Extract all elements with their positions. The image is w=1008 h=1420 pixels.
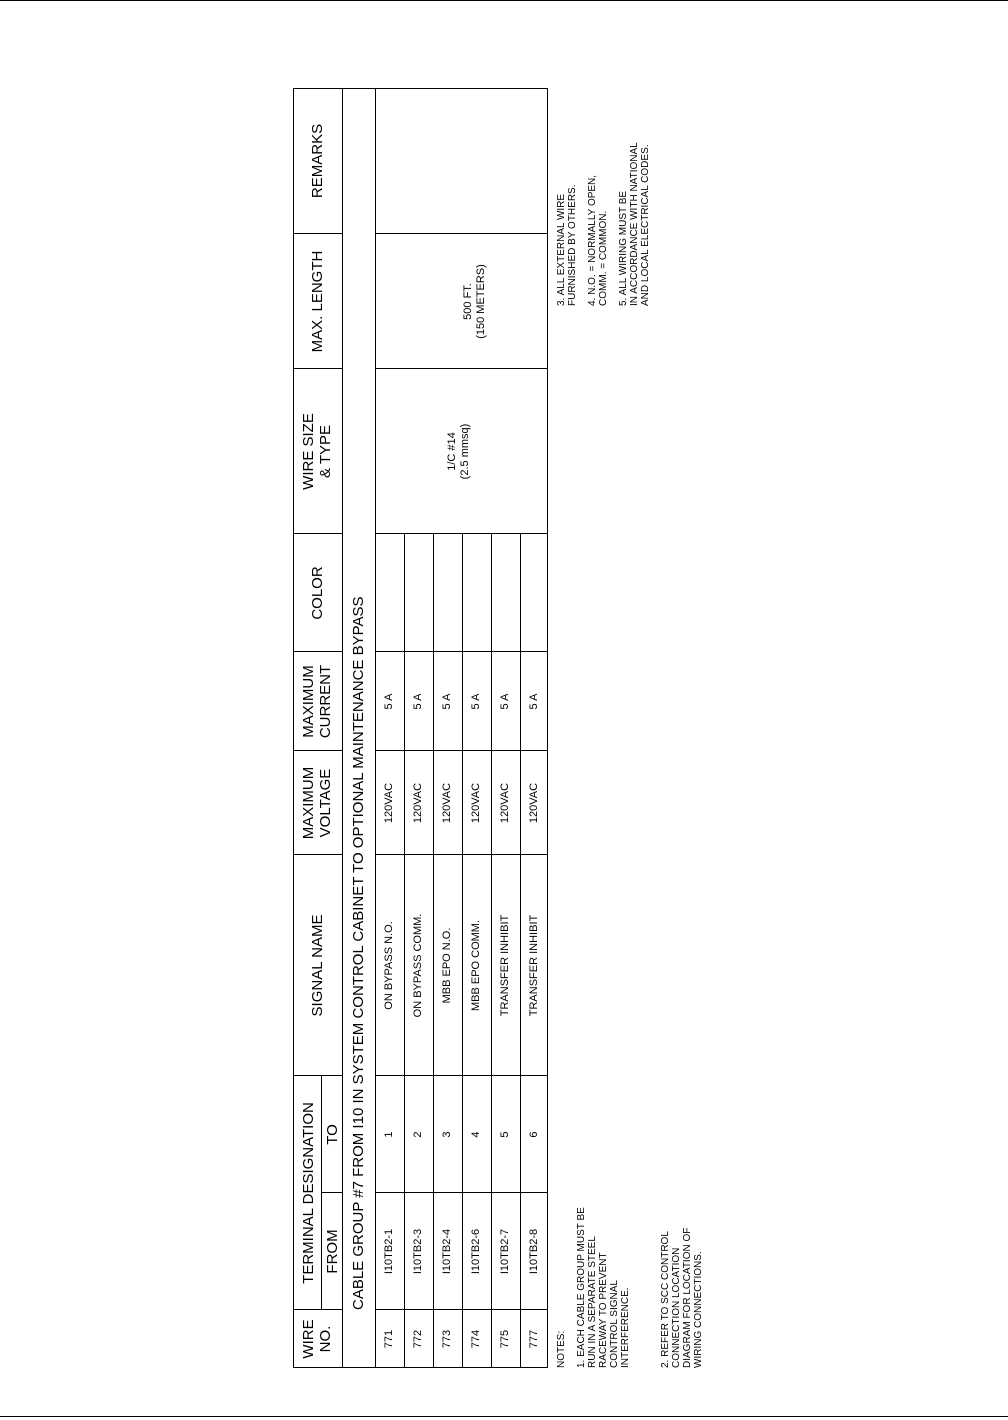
to-cell: 1	[383, 1131, 395, 1138]
to-cell: 6	[528, 1131, 540, 1138]
to-cell: 3	[441, 1131, 453, 1138]
header-terminal-designation: TERMINAL DESIGNATION	[300, 1102, 317, 1284]
wire-no-cell: 772	[412, 1329, 424, 1349]
wire-no-cell: 773	[441, 1329, 453, 1349]
notes-heading: NOTES:	[556, 1330, 567, 1368]
header-from: FROM	[324, 1229, 341, 1274]
signal-name-cell: TRANSFER INHIBIT	[528, 914, 540, 1017]
from-cell: I10TB2-6	[470, 1228, 482, 1275]
max-voltage-cell: 120VAC	[528, 782, 540, 824]
max-voltage-cell: 120VAC	[441, 782, 453, 824]
cable-group-table-rotated	[293, 88, 704, 1368]
signal-name-cell: ON BYPASS COMM.	[412, 913, 424, 1018]
from-cell: I10TB2-7	[499, 1228, 511, 1275]
note-1: 1. EACH CABLE GROUP MUST BE RUN IN A SEPARATE STEEL RACEWAY TO PREVENT CONTROL SIGNAL INTERFERENCE.	[576, 1207, 631, 1368]
header-max-current: MAXIMUM CURRENT	[300, 664, 335, 739]
note-3: 3. ALL EXTERNAL WIRE FURNISHED BY OTHERS.	[556, 184, 578, 306]
signal-name-cell: TRANSFER INHIBIT	[499, 914, 511, 1017]
signal-name-cell: ON BYPASS N.O.	[383, 921, 395, 1010]
max-voltage-cell: 120VAC	[412, 782, 424, 824]
header-max-length: MAX. LENGTH	[309, 250, 326, 353]
header-max-voltage: MAXIMUM VOLTAGE	[300, 766, 335, 840]
max-current-cell: 5 A	[528, 693, 540, 710]
wire-no-cell: 774	[470, 1329, 482, 1349]
max-length-value: 500 FT. (150 METERS)	[462, 264, 487, 339]
notes-column-1	[556, 1207, 640, 1368]
max-current-cell: 5 A	[499, 693, 511, 710]
max-voltage-cell: 120VAC	[499, 782, 511, 824]
from-cell: I10TB2-1	[383, 1228, 395, 1275]
note-2: 2. REFER TO SCC CONTROL CONNECTION LOCATION DIAGRAM FOR LOCATION OF WIRING CONNECTIONS.	[660, 1227, 704, 1368]
wire-no-cell: 775	[499, 1329, 511, 1349]
header-color: COLOR	[309, 566, 326, 620]
max-current-cell: 5 A	[441, 693, 453, 710]
signal-name-cell: MBB EPO COMM.	[470, 919, 482, 1012]
from-cell: I10TB2-4	[441, 1228, 453, 1275]
from-cell: I10TB2-8	[528, 1228, 540, 1275]
note-4: 4. N.O. = NORMALLY OPEN, COMM. = COMMON.	[587, 174, 609, 306]
cable-group-title: CABLE GROUP #7 FROM I10 IN SYSTEM CONTROL CABINET TO OPTIONAL MAINTENANCE BYPASS	[350, 596, 367, 1310]
from-cell: I10TB2-3	[412, 1228, 424, 1275]
to-cell: 2	[412, 1131, 424, 1138]
header-to: TO	[324, 1124, 341, 1145]
max-voltage-cell: 120VAC	[383, 782, 395, 824]
max-current-cell: 5 A	[412, 693, 424, 710]
header-wire-no: WIRE NO.	[300, 1319, 335, 1359]
signal-name-cell: MBB EPO N.O.	[441, 927, 453, 1004]
max-current-cell: 5 A	[383, 693, 395, 710]
notes-column-2	[660, 1228, 713, 1368]
header-signal-name: SIGNAL NAME	[309, 914, 326, 1017]
to-cell: 5	[499, 1131, 511, 1138]
notes-column-3	[556, 142, 660, 306]
max-current-cell: 5 A	[470, 693, 482, 710]
to-cell: 4	[470, 1131, 482, 1138]
page-bottom-rule	[0, 1416, 1008, 1417]
wire-no-cell: 771	[383, 1329, 395, 1349]
header-wire-size: WIRE SIZE & TYPE	[300, 413, 335, 490]
max-voltage-cell: 120VAC	[470, 782, 482, 824]
header-remarks: REMARKS	[309, 123, 326, 199]
wire-size-value: 1/C #14 (2.5 mmsq)	[446, 423, 471, 480]
page-top-rule	[0, 0, 1008, 1]
note-5: 5. ALL WIRING MUST BE IN ACCORDANCE WITH NATIONAL AND LOCAL ELECTRICAL CODES.	[618, 142, 651, 306]
wire-no-cell: 777	[528, 1329, 540, 1349]
